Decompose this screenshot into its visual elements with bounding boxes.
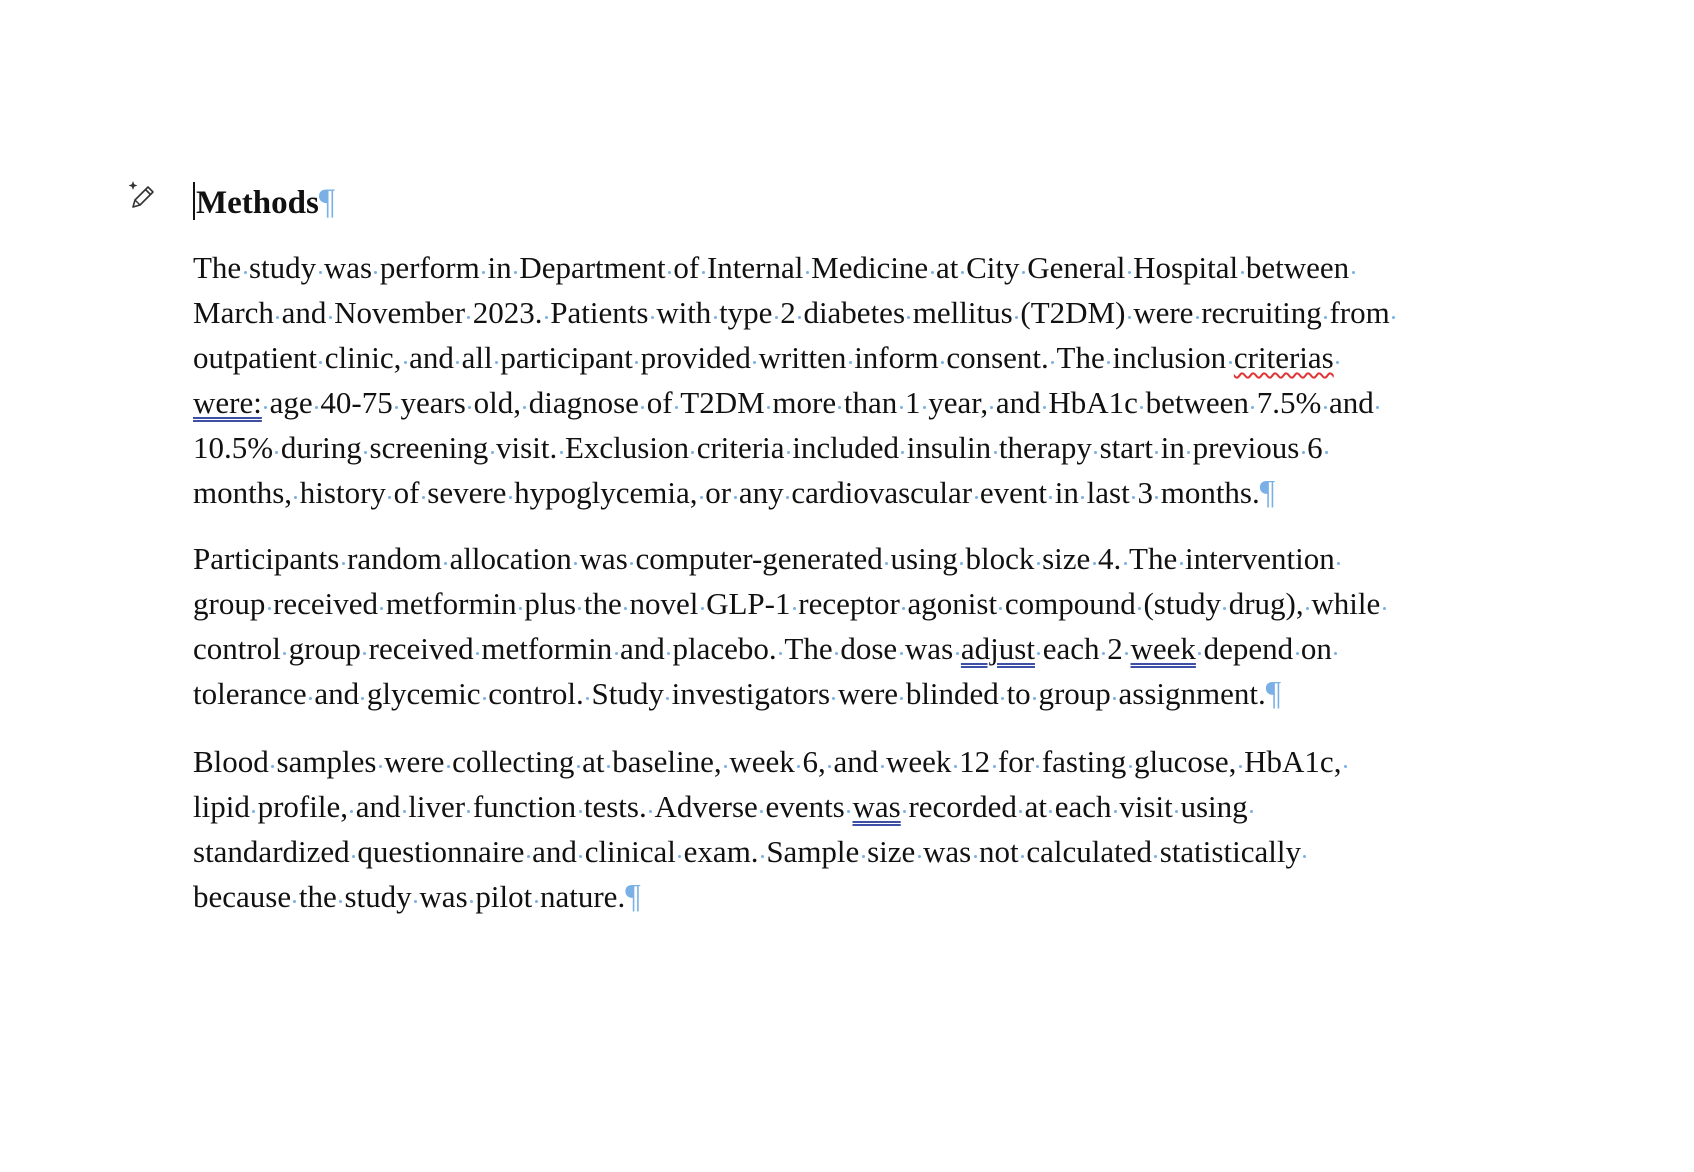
space-mark (791, 581, 799, 626)
text-line: control group received metformin and placebo. The dose was adjust each 2 week depend on (193, 626, 1523, 671)
space-mark (262, 380, 270, 425)
space-mark (826, 739, 834, 784)
space-mark (1047, 784, 1055, 829)
space-mark (444, 739, 452, 784)
space-mark (1321, 380, 1329, 425)
space-mark (350, 829, 358, 874)
paragraph-mark: ¶ (625, 878, 641, 915)
space-mark (1349, 245, 1357, 290)
space-mark (795, 739, 803, 784)
space-mark (576, 581, 584, 626)
space-mark (1034, 536, 1042, 581)
space-mark (1301, 829, 1309, 874)
space-mark (506, 470, 514, 515)
space-mark (1374, 380, 1382, 425)
space-mark (1322, 290, 1330, 335)
space-mark (574, 739, 582, 784)
space-mark (784, 425, 792, 470)
space-mark (664, 671, 672, 716)
space-mark (378, 581, 386, 626)
space-mark (480, 671, 488, 716)
space-mark (883, 536, 891, 581)
space-mark (1152, 829, 1160, 874)
space-mark (1221, 581, 1229, 626)
space-mark (281, 626, 289, 671)
space-mark (833, 626, 841, 671)
pen-sparkle-icon[interactable] (128, 180, 158, 210)
space-mark (339, 536, 347, 581)
space-mark (401, 335, 409, 380)
space-mark (291, 874, 299, 919)
space-mark (454, 335, 462, 380)
text-line: because the study was pilot nature.¶ (193, 874, 1523, 919)
space-mark (250, 784, 258, 829)
space-mark (958, 245, 966, 290)
space-mark (665, 626, 673, 671)
space-mark (577, 829, 585, 874)
space-mark (1390, 290, 1398, 335)
space-mark (648, 290, 656, 335)
space-mark (1334, 335, 1342, 380)
space-mark (1238, 245, 1246, 290)
space-mark (337, 874, 345, 919)
space-mark (372, 245, 380, 290)
space-mark (241, 245, 249, 290)
space-mark (698, 470, 706, 515)
text-line: were: age 40-75 years old, diagnose of T2DM more than 1 year, and HbA1c between 7.5% and (193, 380, 1523, 425)
space-mark (777, 626, 785, 671)
space-mark (1335, 536, 1343, 581)
space-mark (1380, 581, 1388, 626)
space-mark (901, 784, 909, 829)
space-mark (988, 380, 996, 425)
space-mark (836, 380, 844, 425)
space-mark (1017, 784, 1025, 829)
space-mark (897, 626, 905, 671)
space-mark (376, 739, 384, 784)
heading-text: Methods (196, 185, 319, 221)
paragraph-2[interactable] (193, 536, 1523, 716)
space-mark (465, 290, 473, 335)
space-mark (971, 829, 979, 874)
space-mark (1125, 290, 1133, 335)
space-mark (1299, 425, 1307, 470)
space-mark (488, 425, 496, 470)
space-mark (999, 671, 1007, 716)
space-mark (878, 739, 886, 784)
space-mark (647, 784, 655, 829)
space-mark (1332, 626, 1340, 671)
space-mark (605, 739, 613, 784)
space-mark (465, 784, 473, 829)
space-mark (1123, 626, 1131, 671)
space-mark (897, 380, 905, 425)
space-mark (939, 335, 947, 380)
space-mark (1125, 245, 1133, 290)
space-mark (468, 874, 476, 919)
space-mark (348, 784, 356, 829)
space-mark (612, 626, 620, 671)
space-mark (1092, 425, 1100, 470)
space-mark (1136, 581, 1144, 626)
space-mark (953, 626, 961, 671)
space-mark (1236, 739, 1244, 784)
space-mark (803, 245, 811, 290)
space-mark (474, 626, 482, 671)
space-mark (1293, 626, 1301, 671)
space-mark (442, 536, 450, 581)
text-line: months, history of severe hypoglycemia, or any cardiovascular event in last 3 months.¶ (193, 470, 1523, 515)
text-line: Blood samples were collecting at baseline, week 6, and week 12 for fasting glucose, HbA1c, (193, 739, 1523, 784)
space-mark (628, 536, 636, 581)
space-mark (673, 380, 681, 425)
paragraph-mark: ¶ (1259, 474, 1276, 511)
space-mark (393, 380, 401, 425)
text-line: lipid profile, and liver function tests. Adverse events was recorded at each visit using (193, 784, 1523, 829)
space-mark (920, 380, 928, 425)
space-mark (572, 536, 580, 581)
space-mark (899, 425, 907, 470)
space-mark (1112, 784, 1120, 829)
grammar-issue-underline[interactable]: week (1130, 631, 1196, 666)
grammar-issue-underline[interactable]: adjust (960, 631, 1035, 666)
space-mark (1013, 290, 1021, 335)
space-mark (772, 290, 780, 335)
space-mark (1019, 829, 1027, 874)
space-mark (722, 739, 730, 784)
space-mark (1226, 335, 1234, 380)
space-mark (532, 874, 540, 919)
space-mark (1105, 335, 1113, 380)
space-mark (951, 739, 959, 784)
space-mark (1173, 784, 1181, 829)
space-mark (622, 581, 630, 626)
text-line: group received metformin plus the novel GLP-1 receptor agonist compound (study drug), while (193, 581, 1523, 626)
space-mark (751, 335, 759, 380)
space-mark (517, 581, 525, 626)
text-line: The study was perform in Department of Internal Medicine at City General Hospital between (193, 245, 1523, 290)
space-mark (359, 671, 367, 716)
space-mark (1034, 739, 1042, 784)
space-mark (269, 739, 277, 784)
text-line: tolerance and glycemic control. Study investigators were blinded to group assignment.¶ (193, 671, 1523, 716)
space-mark (273, 425, 281, 470)
text-line: outpatient clinic, and all participant provided written inform consent. The inclusion criterias (193, 335, 1523, 380)
space-mark (898, 671, 906, 716)
space-mark (1249, 380, 1257, 425)
methods-heading[interactable] (193, 178, 1523, 226)
space-mark (905, 290, 913, 335)
space-mark (1090, 536, 1098, 581)
space-mark (928, 245, 936, 290)
space-mark (958, 536, 966, 581)
space-mark (1121, 536, 1129, 581)
space-mark (1126, 739, 1134, 784)
space-mark (1099, 626, 1107, 671)
space-mark (698, 581, 706, 626)
space-mark (1196, 626, 1204, 671)
spelling-error-underline[interactable]: criterias (1233, 340, 1334, 375)
space-mark (1049, 335, 1057, 380)
space-mark (317, 335, 325, 380)
space-mark (313, 380, 321, 425)
space-mark (1079, 470, 1087, 515)
text-line: Participants random allocation was computer-generated using block size 4. The intervention (193, 536, 1523, 581)
space-mark (1341, 739, 1349, 784)
space-mark (633, 335, 641, 380)
grammar-issue-underline[interactable]: were: (193, 385, 262, 420)
space-mark (846, 335, 854, 380)
space-mark (689, 425, 697, 470)
space-mark (576, 784, 584, 829)
space-mark (1130, 470, 1138, 515)
space-mark (524, 829, 532, 874)
space-mark (784, 470, 792, 515)
space-mark (401, 784, 409, 829)
text-line: March and November 2023. Patients with type 2 diabetes mellitus (T2DM) were recruiting from (193, 290, 1523, 335)
space-mark (584, 671, 592, 716)
space-mark (1185, 425, 1193, 470)
space-mark (845, 784, 853, 829)
space-mark (1193, 290, 1201, 335)
space-mark (1153, 425, 1161, 470)
space-mark (666, 245, 674, 290)
space-mark (796, 290, 804, 335)
space-mark (1047, 470, 1055, 515)
space-mark (859, 829, 867, 874)
space-mark (758, 784, 766, 829)
space-mark (1035, 626, 1043, 671)
text-line: 10.5% during screening visit. Exclusion criteria included insulin therapy start in previous 6 (193, 425, 1523, 470)
space-mark (990, 739, 998, 784)
space-mark (1138, 380, 1146, 425)
space-mark (711, 290, 719, 335)
space-mark (1177, 536, 1185, 581)
text-line: standardized questionnaire and clinical exam. Sample size was not calculated statistically (193, 829, 1523, 874)
space-mark (972, 470, 980, 515)
document-body[interactable] (193, 178, 1523, 919)
space-mark (512, 245, 520, 290)
space-mark (1248, 784, 1256, 829)
space-mark (915, 829, 923, 874)
space-mark (1031, 671, 1039, 716)
space-mark (466, 380, 474, 425)
space-mark (1111, 671, 1119, 716)
space-mark (639, 380, 647, 425)
grammar-issue-underline[interactable]: was (852, 789, 901, 824)
paragraph-3[interactable] (193, 739, 1523, 919)
space-mark (480, 245, 488, 290)
space-mark (543, 290, 551, 335)
space-mark (1019, 245, 1027, 290)
space-mark (292, 470, 300, 515)
space-mark (765, 380, 773, 425)
space-mark (991, 425, 999, 470)
space-mark (316, 245, 324, 290)
space-mark (557, 425, 565, 470)
space-mark (1323, 425, 1331, 470)
space-mark (386, 470, 394, 515)
space-mark (420, 470, 428, 515)
paragraph-mark: ¶ (1265, 675, 1282, 712)
space-mark (1041, 380, 1049, 425)
space-mark (900, 581, 908, 626)
space-mark (731, 470, 739, 515)
paragraph-mark: ¶ (318, 181, 336, 221)
space-mark (362, 425, 370, 470)
space-mark (676, 829, 684, 874)
space-mark (326, 290, 334, 335)
text-cursor (193, 182, 195, 220)
paragraph-1[interactable] (193, 245, 1523, 515)
space-mark (1304, 581, 1312, 626)
space-mark (274, 290, 282, 335)
space-mark (1153, 470, 1161, 515)
space-mark (493, 335, 501, 380)
space-mark (412, 874, 420, 919)
space-mark (361, 626, 369, 671)
space-mark (307, 671, 315, 716)
space-mark (265, 581, 273, 626)
space-mark (759, 829, 767, 874)
space-mark (997, 581, 1005, 626)
space-mark (699, 245, 707, 290)
space-mark (830, 671, 838, 716)
space-mark (521, 380, 529, 425)
